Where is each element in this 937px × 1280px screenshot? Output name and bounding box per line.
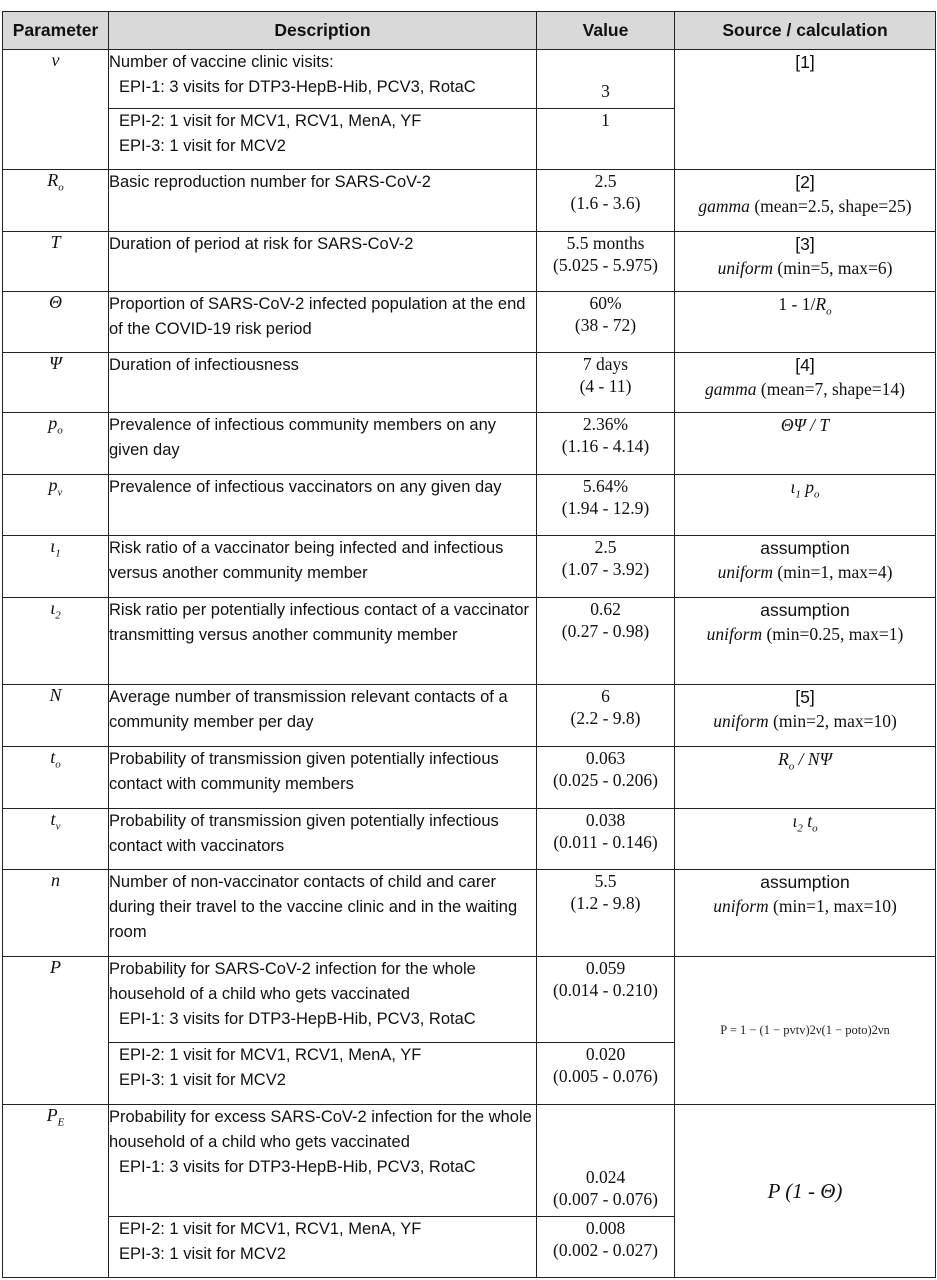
param-source: [3] uniform (min=5, max=6) xyxy=(675,232,936,291)
param-source: $\iota_1$ $p_o$ xyxy=(675,475,936,536)
table-row xyxy=(3,809,936,869)
param-symbol: $R_o$ xyxy=(3,169,109,231)
table-row xyxy=(3,597,936,684)
param-description: Probability for excess SARS-CoV-2 infection for the whole household of a child who gets vaccinated EPI-1: 3 visits for DTP3-HepB-Hib, PCV3, RotaC xyxy=(109,1104,537,1217)
param-description: Number of non-vaccinator contacts of child and carer during their travel to the vaccine clinic and in the waiting room xyxy=(109,869,537,956)
param-source: assumption uniform (min=0.25, max=1) xyxy=(675,597,936,684)
param-symbol: v xyxy=(3,50,109,170)
param-value: 6 (2.2 - 9.8) xyxy=(537,684,675,746)
param-symbol: $\iota_1$ xyxy=(3,536,109,597)
param-description: EPI-2: 1 visit for MCV1, RCV1, MenA, YF EPI-3: 1 visit for MCV2 xyxy=(109,1217,537,1278)
param-source: assumption uniform (min=1, max=4) xyxy=(675,536,936,597)
param-description: EPI-2: 1 visit for MCV1, RCV1, MenA, YF EPI-3: 1 visit for MCV2 xyxy=(109,1043,537,1104)
table-row xyxy=(3,50,936,109)
param-value: 0.063 (0.025 - 0.206) xyxy=(537,747,675,809)
header-parameter: Parameter xyxy=(3,12,109,50)
table-row xyxy=(3,475,936,536)
param-value: 0.62 (0.27 - 0.98) xyxy=(537,597,675,684)
table-row xyxy=(3,956,936,1043)
param-symbol: T xyxy=(3,232,109,291)
param-symbol: $p_o$ xyxy=(3,412,109,474)
param-value: 7 days (4 - 11) xyxy=(537,353,675,412)
header-value: Value xyxy=(537,12,675,50)
param-description: Prevalence of infectious community members on any given day xyxy=(109,412,537,474)
param-symbol: P xyxy=(3,956,109,1104)
param-value: 3 xyxy=(537,50,675,109)
param-symbol: N xyxy=(3,684,109,746)
table-row xyxy=(3,232,936,291)
param-description: Duration of infectiousness xyxy=(109,353,537,412)
param-value: 0.008 (0.002 - 0.027) xyxy=(537,1217,675,1278)
param-value: 0.059 (0.014 - 0.210) xyxy=(537,956,675,1043)
param-source: [4] gamma (mean=7, shape=14) xyxy=(675,353,936,412)
param-symbol: Θ xyxy=(3,291,109,352)
table-row xyxy=(3,684,936,746)
param-formula: P = 1 − (1 − pvtv)2ν(1 − poto)2νn xyxy=(675,956,936,1104)
param-symbol: Ψ xyxy=(3,353,109,412)
param-value: 5.5 (1.2 - 9.8) xyxy=(537,869,675,956)
table-row xyxy=(3,412,936,474)
param-value: 0.024 (0.007 - 0.076) xyxy=(537,1104,675,1217)
param-description: Probability of transmission given potentially infectious contact with community members xyxy=(109,747,537,809)
param-source: $\iota_2$ $t_o$ xyxy=(675,809,936,869)
param-value: 2.36% (1.16 - 4.14) xyxy=(537,412,675,474)
param-symbol: $t_v$ xyxy=(3,809,109,869)
param-value: 2.5 (1.6 - 3.6) xyxy=(537,169,675,231)
param-description: Probability of transmission given potentially infectious contact with vaccinators xyxy=(109,809,537,869)
param-value: 0.020 (0.005 - 0.076) xyxy=(537,1043,675,1104)
param-symbol: n xyxy=(3,869,109,956)
param-formula: P (1 - Θ) xyxy=(675,1104,936,1277)
param-value: 5.64% (1.94 - 12.9) xyxy=(537,475,675,536)
param-value: 5.5 months (5.025 - 5.975) xyxy=(537,232,675,291)
table-row xyxy=(3,169,936,231)
param-description: Proportion of SARS-CoV-2 infected population at the end of the COVID-19 risk period xyxy=(109,291,537,352)
param-source: [5] uniform (min=2, max=10) xyxy=(675,684,936,746)
param-source: assumption uniform (min=1, max=10) xyxy=(675,869,936,956)
table-row xyxy=(3,1104,936,1217)
table-row xyxy=(3,536,936,597)
param-value: 60% (38 - 72) xyxy=(537,291,675,352)
header-row xyxy=(3,12,936,50)
param-description: Risk ratio per potentially infectious contact of a vaccinator transmitting versus another community member xyxy=(109,597,537,684)
table-row xyxy=(3,869,936,956)
param-symbol: $p_v$ xyxy=(3,475,109,536)
param-description: Risk ratio of a vaccinator being infected and infectious versus another community member xyxy=(109,536,537,597)
param-symbol: $t_o$ xyxy=(3,747,109,809)
param-description: EPI-2: 1 visit for MCV1, RCV1, MenA, YF EPI-3: 1 visit for MCV2 xyxy=(109,109,537,169)
header-description: Description xyxy=(109,12,537,50)
param-source: [1] xyxy=(675,50,936,170)
param-description: Probability for SARS-CoV-2 infection for the whole household of a child who gets vaccinated EPI-1: 3 visits for DTP3-HepB-Hib, PCV3, RotaC xyxy=(109,956,537,1043)
param-description: Average number of transmission relevant contacts of a community member per day xyxy=(109,684,537,746)
param-symbol: $\iota_2$ xyxy=(3,597,109,684)
param-description: Basic reproduction number for SARS-CoV-2 xyxy=(109,169,537,231)
param-source: ΘΨ / T xyxy=(675,412,936,474)
param-description: Prevalence of infectious vaccinators on any given day xyxy=(109,475,537,536)
param-source: [2] gamma (mean=2.5, shape=25) xyxy=(675,169,936,231)
param-description: Duration of period at risk for SARS-CoV-2 xyxy=(109,232,537,291)
table-row xyxy=(3,747,936,809)
param-value: 0.038 (0.011 - 0.146) xyxy=(537,809,675,869)
param-source: $R_o$ / NΨ xyxy=(675,747,936,809)
param-description: Number of vaccine clinic visits: EPI-1: 3 visits for DTP3-HepB-Hib, PCV3, RotaC xyxy=(109,50,537,109)
param-symbol: $P_E$ xyxy=(3,1104,109,1277)
table-row xyxy=(3,353,936,412)
parameter-table xyxy=(2,11,936,1278)
table-row xyxy=(3,291,936,352)
header-source: Source / calculation xyxy=(675,12,936,50)
param-source: $1 - 1/R_o$ xyxy=(675,291,936,352)
param-value: 1 xyxy=(537,109,675,169)
param-value: 2.5 (1.07 - 3.92) xyxy=(537,536,675,597)
